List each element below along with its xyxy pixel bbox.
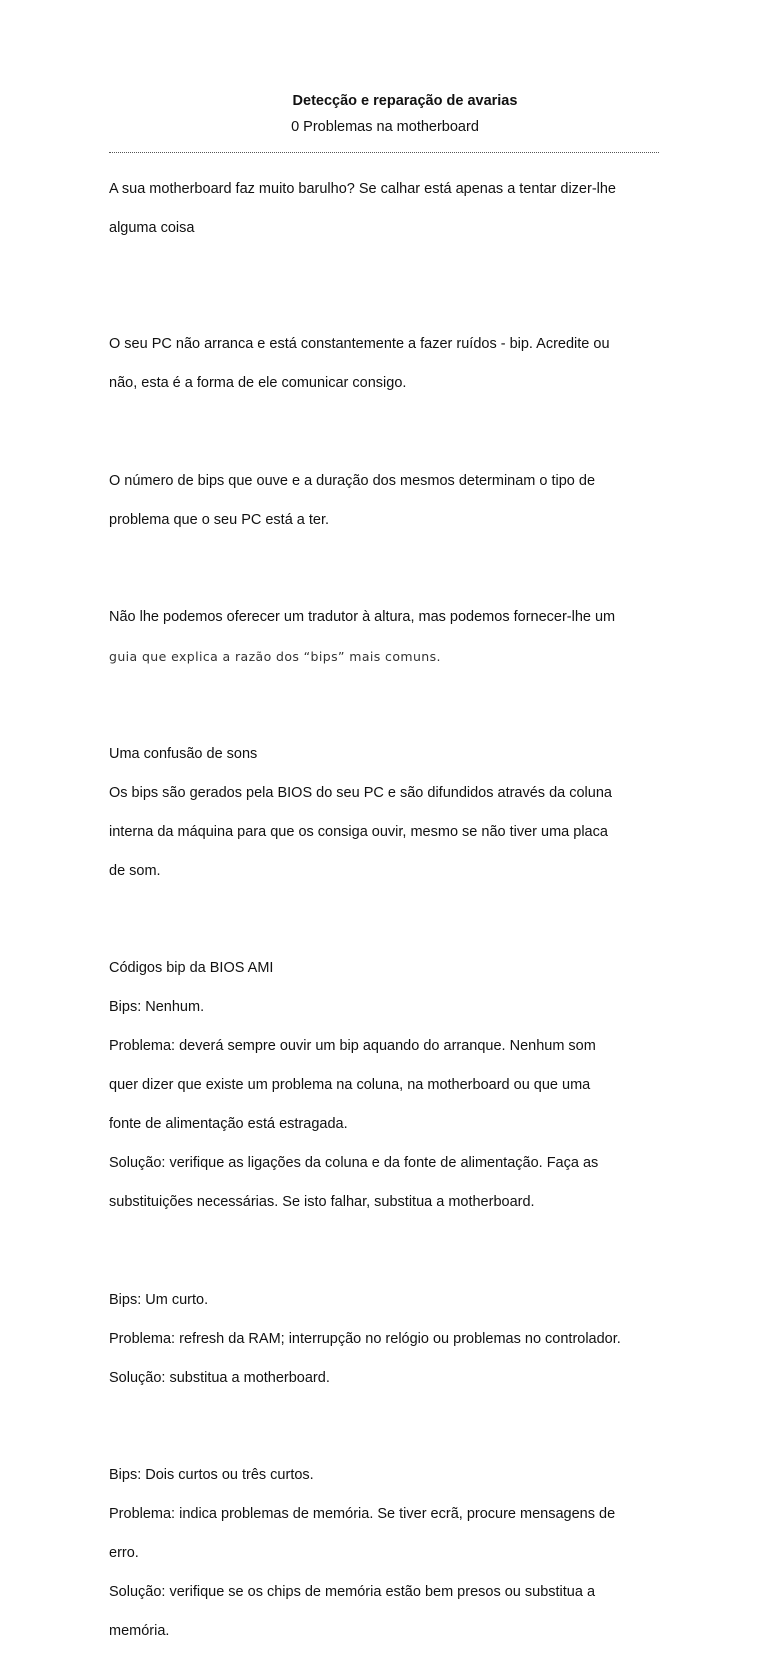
paragraph-line: guia que explica a razão dos “bips” mais comuns. (109, 647, 669, 667)
paragraph-line: Bips: Dois curtos ou três curtos. (109, 1466, 669, 1486)
paragraph-sound-confusion (109, 725, 669, 901)
paragraph-line: Solução: substitua a motherboard. (109, 1369, 669, 1389)
paragraph-bip-count (109, 452, 669, 550)
paragraph-line: quer dizer que existe um problema na coluna, na motherboard ou que uma (109, 1076, 669, 1096)
document-body (109, 160, 669, 1661)
paragraph-line: Os bips são gerados pela BIOS do seu PC e são difundidos através da coluna (109, 784, 669, 804)
paragraph-line: Problema: refresh da RAM; interrupção no relógio ou problemas no controlador. (109, 1330, 669, 1350)
paragraph-line: Solução: verifique se os chips de memória estão bem presos ou substitua a (109, 1583, 669, 1603)
paragraph-translator (109, 589, 669, 687)
paragraph-line: O número de bips que ouve e a duração dos mesmos determinam o tipo de (109, 472, 669, 492)
paragraph-line: alguma coisa (109, 219, 669, 239)
paragraph-line: fonte de alimentação está estragada. (109, 1115, 669, 1135)
document-subtitle: 0 Problemas na motherboard (0, 117, 768, 137)
paragraph-line: de som. (109, 862, 669, 882)
section-heading: Uma confusão de sons (109, 745, 669, 765)
paragraph-line: memória. (109, 1622, 669, 1642)
paragraph-two-three-short (109, 1447, 669, 1661)
paragraph-line: problema que o seu PC está a ter. (109, 511, 669, 531)
paragraph-line: não, esta é a forma de ele comunicar consigo. (109, 374, 669, 394)
paragraph-line: A sua motherboard faz muito barulho? Se calhar está apenas a tentar dizer-lhe (109, 180, 669, 200)
dotted-divider (109, 152, 659, 153)
paragraph-line: substituições necessárias. Se isto falhar, substitua a motherboard. (109, 1193, 669, 1213)
paragraph-line: O seu PC não arranca e está constantemente a fazer ruídos - bip. Acredite ou (109, 335, 669, 355)
paragraph-line: Não lhe podemos oferecer um tradutor à altura, mas podemos fornecer-lhe um (109, 608, 669, 628)
paragraph-line: Problema: indica problemas de memória. Se tiver ecrã, procure mensagens de (109, 1505, 669, 1525)
document-title: Detecção e reparação de avarias (0, 91, 768, 111)
paragraph-line: Bips: Nenhum. (109, 998, 669, 1018)
paragraph-pc-noise (109, 316, 669, 414)
paragraph-line: erro. (109, 1544, 669, 1564)
section-heading: Códigos bip da BIOS AMI (109, 959, 669, 979)
paragraph-line: interna da máquina para que os consiga ouvir, mesmo se não tiver uma placa (109, 823, 669, 843)
paragraph-ami-codes (109, 940, 669, 1233)
paragraph-intro (109, 160, 669, 258)
paragraph-line: Problema: deverá sempre ouvir um bip aquando do arranque. Nenhum som (109, 1037, 669, 1057)
paragraph-one-short (109, 1271, 669, 1408)
paragraph-line: Solução: verifique as ligações da coluna e da fonte de alimentação. Faça as (109, 1154, 669, 1174)
paragraph-line: Bips: Um curto. (109, 1291, 669, 1311)
